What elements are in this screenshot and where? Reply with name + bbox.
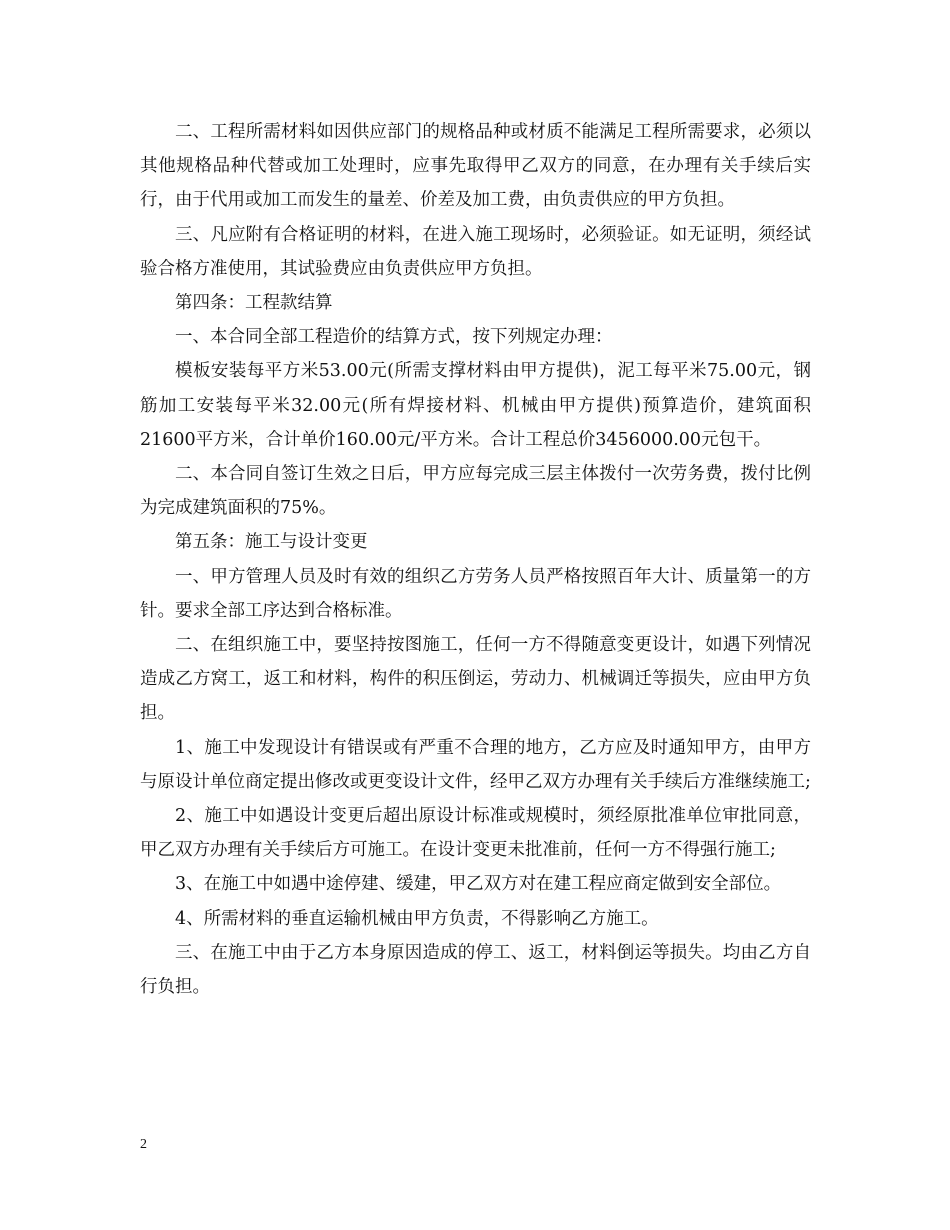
list-item-2: 2、施工中如遇设计变更后超出原设计标准或规模时，须经原批准单位审批同意，甲乙双方办理有关手续后方可施工。在设计变更未批准前，任何一方不得强行施工;	[140, 806, 811, 861]
article-4-heading: 第四条：工程款结算	[175, 293, 333, 314]
paragraph-material-substitution: 二、工程所需材料如因供应部门的规格品种或材质不能满足工程所需要求，必须以其他规格品种代替或加工处理时，应事先取得甲乙双方的同意，在办理有关手续后实行，由于代用或加工而发生的量差、价差及加工费，由负责供应的甲方负担。	[140, 122, 811, 211]
document-body	[140, 115, 811, 1004]
paragraph-contractor-losses: 三、在施工中由于乙方本身原因造成的停工、返工，材料倒运等损失。均由乙方自行负担。	[140, 942, 811, 998]
paragraph-material-certificate: 三、凡应附有合格证明的材料，在进入施工现场时，必须验证。如无证明，须经试验合格方准使用，其试验费应由负责供应甲方负担。	[140, 224, 811, 279]
paragraph-payment-schedule: 二、本合同自签订生效之日后，甲方应每完成三层主体拨付一次劳务费，拨付比例为完成建筑面积的75%。	[140, 464, 811, 519]
paragraph-management: 一、甲方管理人员及时有效的组织乙方劳务人员严格按照百年大计、质量第一的方针。要求全部工序达到合格标准。	[140, 566, 811, 621]
list-item-4: 4、所需材料的垂直运输机械由甲方负责，不得影响乙方施工。	[175, 908, 659, 929]
list-item-1: 1、施工中发现设计有错误或有严重不合理的地方，乙方应及时通知甲方，由甲方与原设计单位商定提出修改或更变设计文件，经甲乙双方办理有关手续后方准继续施工;	[140, 737, 811, 792]
page-number: 2	[140, 1137, 147, 1152]
paragraph-unit-prices: 模板安装每平方米53.00元(所需支撑材料由甲方提供)，泥工每平米75.00元，钢筋加工安装每平米32.00元(所有焊接材料、机械由甲方提供)预算造价，建筑面积21600平方米，合计单价160.00元/平方米。合计工程总价3456000.00元包干。	[140, 361, 811, 450]
paragraph-settlement-method: 一、本合同全部工程造价的结算方式，按下列规定办理：	[175, 327, 613, 348]
article-5-heading: 第五条：施工与设计变更	[175, 532, 368, 553]
list-item-3: 3、在施工中如遇中途停建、缓建，甲乙双方对在建工程应商定做到安全部位。	[175, 874, 782, 895]
paragraph-design-change: 二、在组织施工中，要坚持按图施工，任何一方不得随意变更设计，如遇下列情况造成乙方窝工，返工和材料，构件的积压倒运，劳动力、机械调迁等损失，应由甲方负担。	[140, 635, 811, 724]
